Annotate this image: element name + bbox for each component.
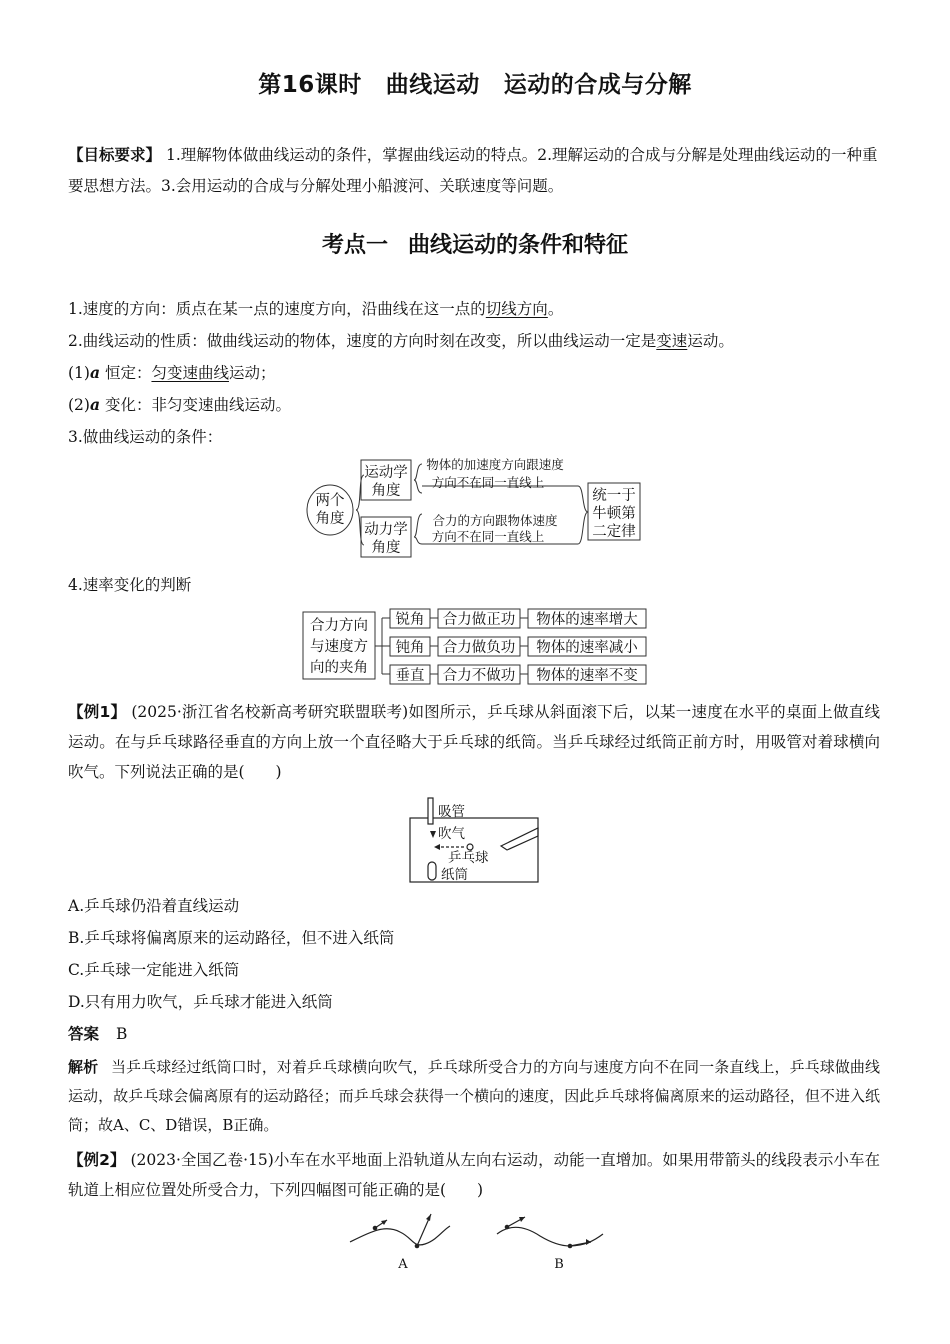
point-2-end: 运动。 (687, 332, 734, 350)
condition-diagram (300, 455, 650, 565)
example-2-tag: 【例2】 (68, 1151, 126, 1169)
label-tube: 纸筒 (441, 867, 468, 883)
label-ball: 乒乓球 (448, 850, 489, 866)
point-2b-num: (2) (68, 396, 90, 414)
slope-icon (501, 828, 538, 850)
center-line-2: 角度 (315, 511, 345, 527)
blow-arrow-icon (434, 844, 440, 850)
figure-label-a: A (398, 1257, 408, 1272)
point-2-key: 变速 (656, 332, 688, 350)
row-1-angle: 锐角 (395, 612, 425, 628)
analysis-tag: 解析 (68, 1058, 99, 1076)
point-2a-var: a (89, 363, 101, 382)
center-brace-top (356, 475, 364, 510)
example-2-text: (2023·全国乙卷·15)小车在水平地面上沿轨道从左向右运动，动能一直增加。如果用带箭头的线段表示小车在轨道上相应位置处所受合力，下列四幅图可能正确的是( ) (68, 1151, 880, 1199)
answer-value: B (115, 1025, 128, 1043)
point-2a-mid: 恒定： (100, 364, 152, 382)
row-3-angle: 垂直 (395, 668, 425, 684)
title-part-1: 曲线运动 (385, 72, 480, 98)
row-3-work: 合力不做功 (442, 668, 516, 684)
force-figures (345, 1212, 615, 1276)
example-2 (68, 1145, 880, 1205)
row-2-result: 物体的速率减小 (536, 640, 638, 656)
row-1-work: 合力做正功 (442, 612, 516, 628)
newton-line-3: 二定律 (592, 524, 636, 540)
point-2b-var: a (89, 395, 101, 414)
ping-pong-figure (408, 796, 542, 888)
example-1 (68, 697, 880, 787)
point-1-text: 1.速度的方向：质点在某一点的速度方向，沿曲线在这一点的 (68, 300, 486, 318)
answer-line (68, 1022, 880, 1046)
example-1-text: (2025·浙江省名校新高考研究联盟联考)如图所示，乒乓球从斜面滚下后，以某一速度在水平的桌面上做直线运动。在与乒乓球路径垂直的方向上放一个直径略大于乒乓球的纸筒。当乒乓球经过纸筒正前方时，用吸管对着球横向吹气。下列说法正确的是( ) (68, 703, 880, 781)
straw-icon (428, 798, 433, 824)
title-part-2: 运动的合成与分解 (503, 72, 692, 98)
row-1-result: 物体的速率增大 (536, 612, 638, 628)
point-2 (68, 329, 880, 353)
point-2a-end: 运动； (228, 364, 276, 382)
newton-line-2: 牛顿第 (592, 506, 636, 522)
point-1-end: 。 (547, 300, 564, 318)
option-a: A.乒乓球仍沿着直线运动 (68, 897, 240, 915)
dynamics-text-1: 合力的方向跟物体速度 (432, 513, 558, 528)
analysis-text: 当乒乓球经过纸筒口时，对着乒乓球横向吹气，乒乓球所受合力的方向与速度方向不在同一条直线上，乒乓球做曲线运动，故乒乓球会偏离原有的运动路径；而乒乓球会获得一个横向的速度，因此乒乓球将偏离原来的运动路径，但不进入纸筒；故A、C、D错误，B正确。 (68, 1058, 880, 1134)
row-3-result: 物体的速率不变 (536, 668, 638, 684)
figure-label-b: B (554, 1257, 564, 1272)
lesson-number: 第16课时 (258, 72, 362, 98)
answer-tag: 答案 (68, 1025, 100, 1043)
point-2b (68, 393, 880, 417)
option-d: D.只有用力吹气，乒乓球才能进入纸筒 (68, 993, 333, 1011)
dynamics-text-2: 方向不在同一直线上 (431, 529, 545, 544)
label-straw: 吸管 (438, 804, 465, 820)
point-2-text: 2.曲线运动的性质：做曲线运动的物体，速度的方向时刻在改变，所以曲线运动一定是 (68, 332, 657, 350)
row-2-work: 合力做负功 (442, 640, 516, 656)
tube-icon (428, 862, 436, 880)
kinematics-text-2: 方向不在同一直线上 (431, 475, 545, 490)
point-4: 4.速率变化的判断 (68, 576, 192, 594)
page-title (0, 66, 950, 99)
kinematics-line-1: 运动学 (364, 465, 408, 481)
kinematics-text-1: 物体的加速度方向跟速度 (426, 457, 564, 472)
goal-tag: 【目标要求】 (68, 146, 162, 164)
example-1-tag: 【例1】 (68, 703, 127, 721)
goal-text: 1.理解物体做曲线运动的条件，掌握曲线运动的特点。2.理解运动的合成与分解是处理曲线运动的一种重要思想方法。3.会用运动的合成与分解处理小船渡河、关联速度等问题。 (68, 146, 878, 195)
angle-line-3: 向的夹角 (310, 660, 368, 676)
speed-change-diagram (302, 606, 652, 690)
row-2-angle: 钝角 (395, 640, 425, 656)
label-blow: 吹气 (438, 826, 465, 842)
angle-line-1: 合力方向 (310, 618, 368, 634)
section-heading (0, 228, 950, 259)
section-name: 曲线运动的条件和特征 (408, 233, 629, 258)
goal-paragraph (68, 140, 880, 202)
section-number: 考点一 (321, 233, 388, 258)
point-2a-num: (1) (68, 364, 90, 382)
kinematics-line-2: 角度 (371, 483, 401, 499)
analysis (68, 1053, 880, 1140)
point-2b-text: 变化：非匀变速曲线运动。 (100, 396, 291, 414)
dynamics-line-2: 角度 (371, 540, 401, 556)
center-brace-bottom (356, 510, 364, 545)
angle-line-2: 与速度方 (310, 639, 368, 655)
newton-line-1: 统一于 (592, 488, 636, 504)
down-arrow-icon (430, 831, 436, 838)
point-1 (68, 297, 880, 321)
dynamics-line-1: 动力学 (364, 522, 408, 538)
option-b: B.乒乓球将偏离原来的运动路径，但不进入纸筒 (68, 929, 395, 947)
option-c: C.乒乓球一定能进入纸筒 (68, 961, 240, 979)
center-line-1: 两个 (315, 493, 345, 509)
point-2a (68, 361, 880, 385)
track-a (350, 1226, 450, 1245)
point-3: 3.做曲线运动的条件： (68, 428, 223, 446)
point-1-key: 切线方向 (485, 300, 548, 318)
point-2a-key: 匀变速曲线 (151, 364, 229, 382)
